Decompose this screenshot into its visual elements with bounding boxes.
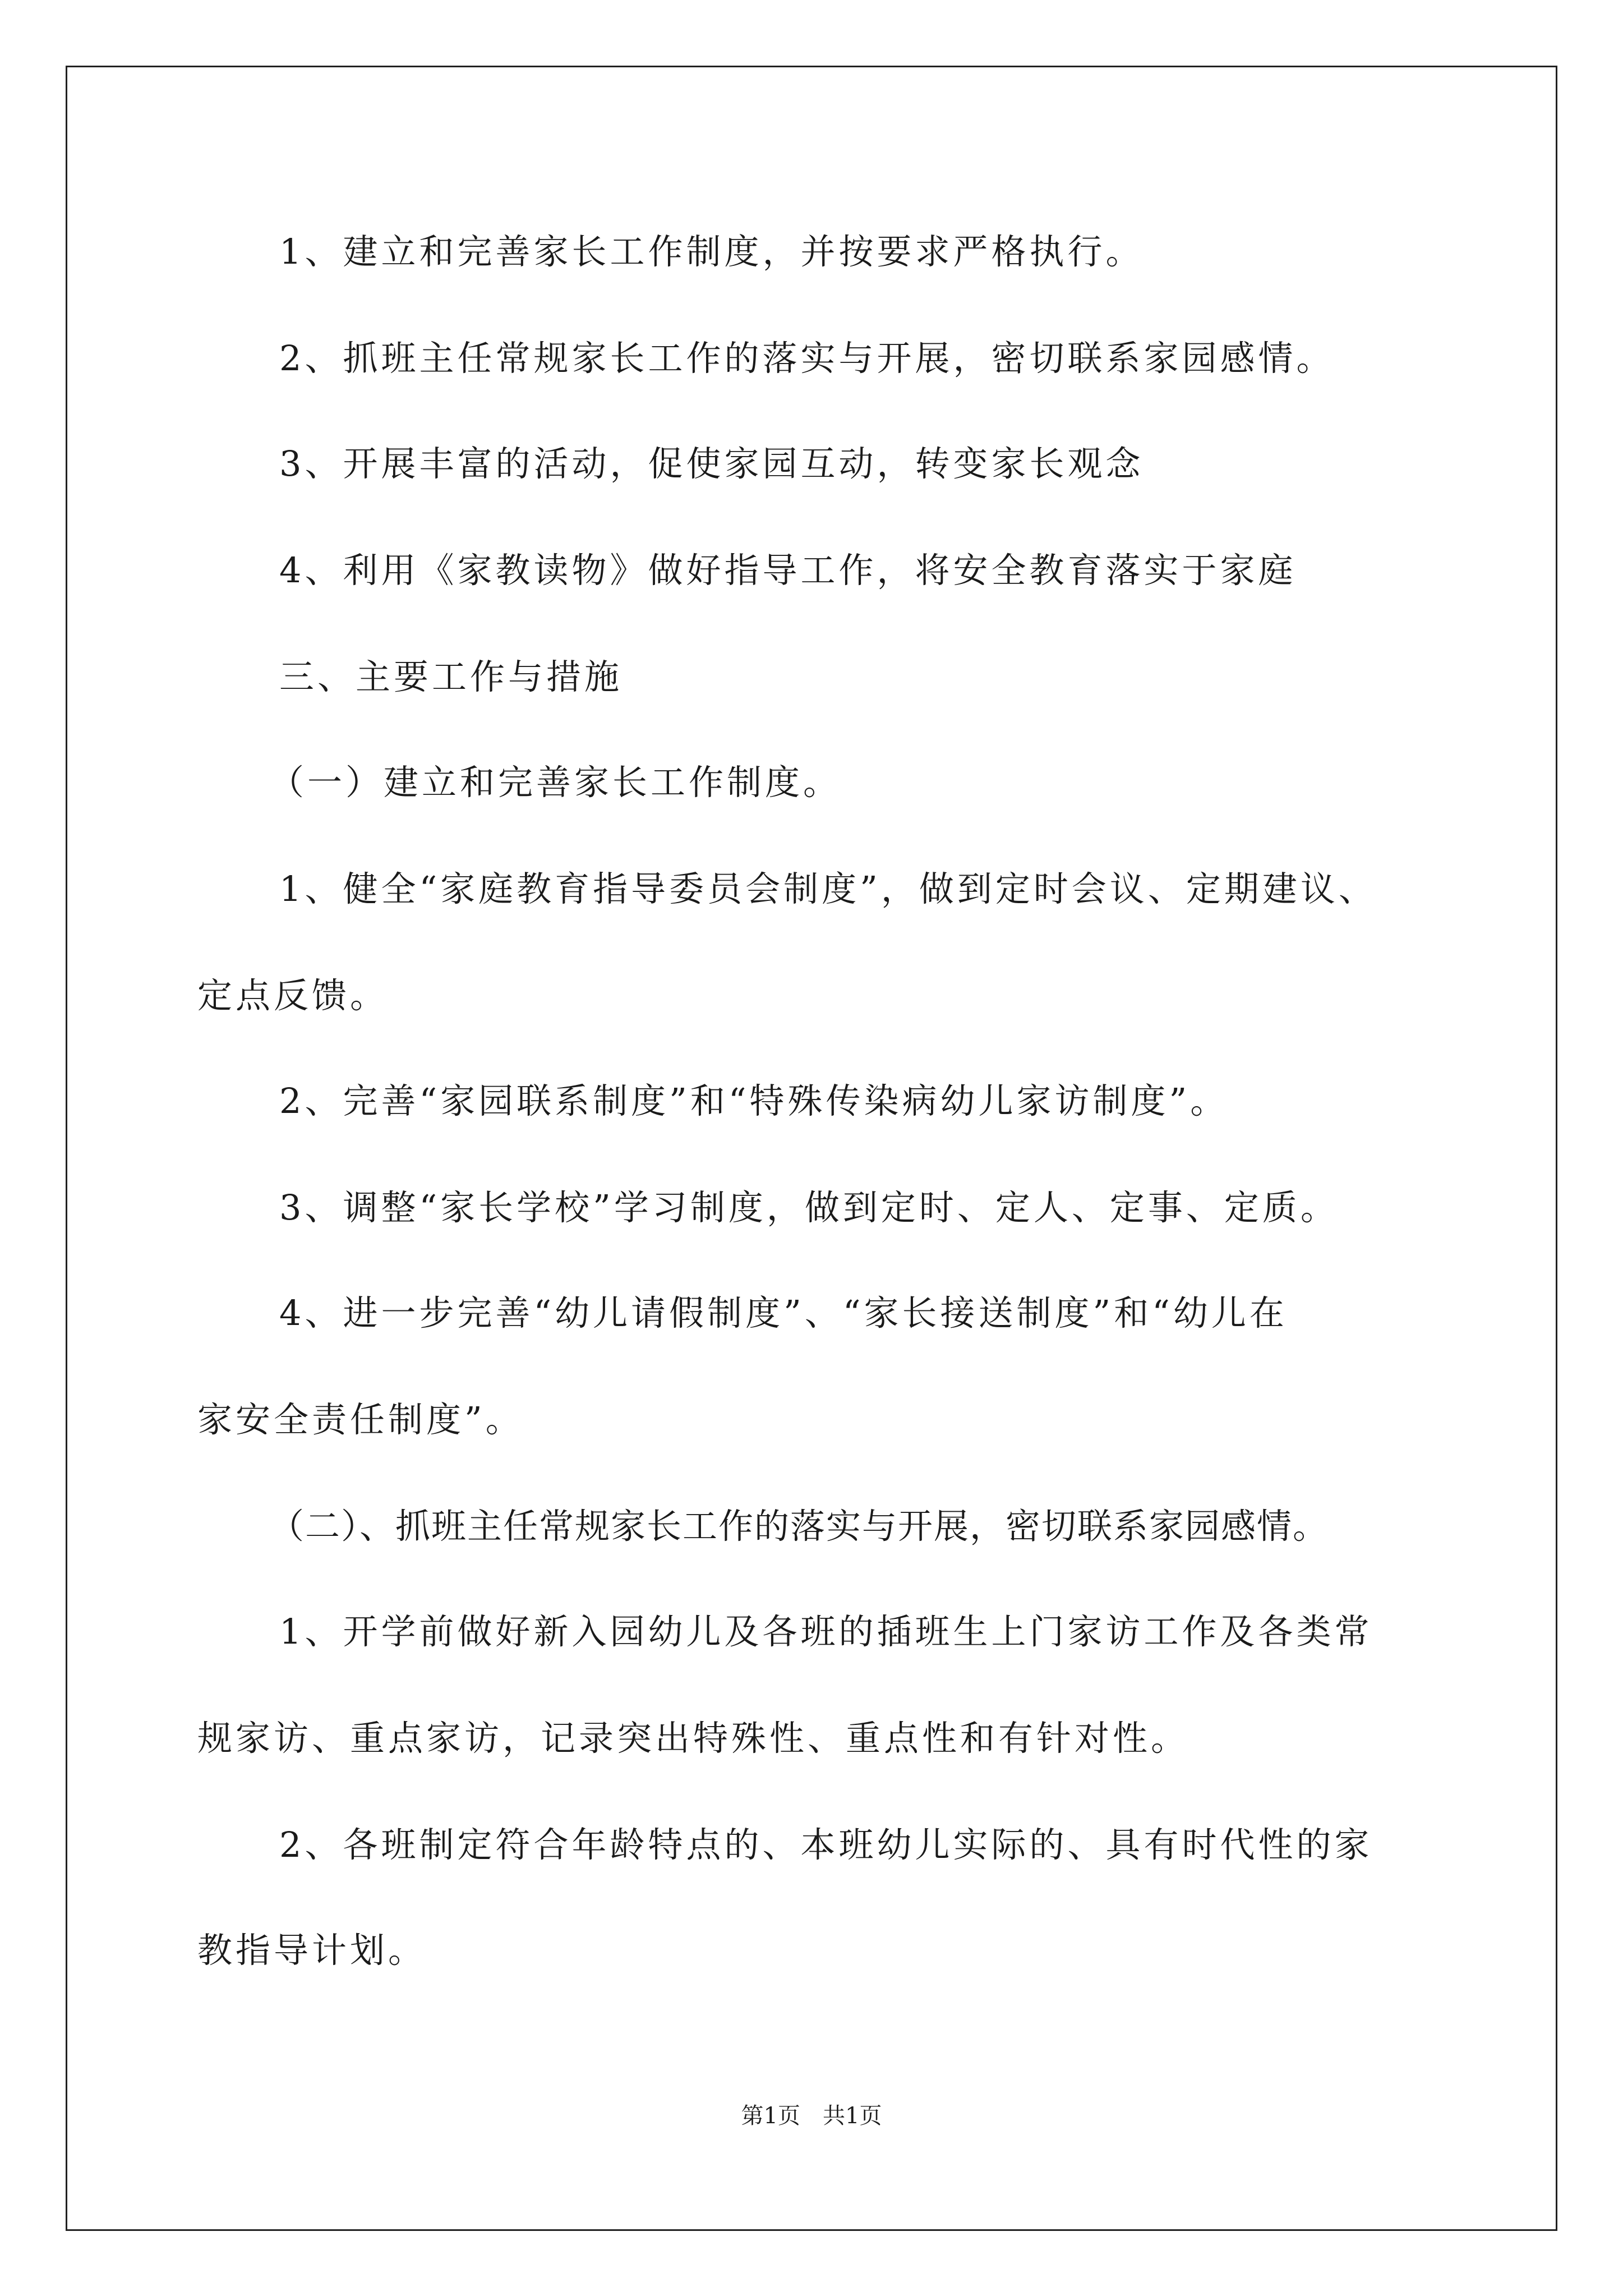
paragraph-line: 1、建立和完善家长工作制度，并按要求严格执行。 — [279, 231, 1144, 272]
subsection-heading: （二）、抓班主任常规家长工作的落实与开展，密切联系家园感情。 — [269, 1506, 1329, 1547]
paragraph-line: 规家访、重点家访，记录突出特殊性、重点性和有针对性。 — [197, 1718, 1189, 1759]
section-heading: 三、主要工作与措施 — [279, 656, 623, 697]
paragraph-line: 3、开展丰富的活动，促使家园互动，转变家长观念 — [279, 443, 1144, 484]
paragraph-line: 4、进一步完善“幼儿请假制度”、“家长接送制度”和“幼儿在 — [279, 1292, 1288, 1333]
paragraph-line: 2、各班制定符合年龄特点的、本班幼儿实际的、具有时代性的家 — [279, 1824, 1373, 1865]
paragraph-line: 教指导计划。 — [197, 1930, 427, 1971]
paragraph-line: 1、开学前做好新入园幼儿及各班的插班生上门家访工作及各类常 — [279, 1611, 1373, 1652]
paragraph-line: 定点反馈。 — [197, 975, 389, 1016]
paragraph-line: 2、完善“家园联系制度”和“特殊传染病幼儿家访制度”。 — [279, 1080, 1229, 1121]
page-footer: 第1页 共1页 — [741, 2103, 882, 2129]
paragraph-line: 2、抓班主任常规家长工作的落实与开展，密切联系家园感情。 — [279, 338, 1335, 379]
paragraph-line: 1、健全“家庭教育指导委员会制度”，做到定时会议、定期建议、 — [279, 868, 1377, 909]
page-border — [66, 66, 1557, 2231]
paragraph-line: 3、调整“家长学校”学习制度，做到定时、定人、定事、定质。 — [279, 1187, 1339, 1228]
paragraph-line: 家安全责任制度”。 — [197, 1399, 524, 1440]
paragraph-line: 4、利用《家教读物》做好指导工作，将安全教育落实于家庭 — [279, 550, 1297, 591]
subsection-heading: （一）建立和完善家长工作制度。 — [269, 762, 842, 803]
